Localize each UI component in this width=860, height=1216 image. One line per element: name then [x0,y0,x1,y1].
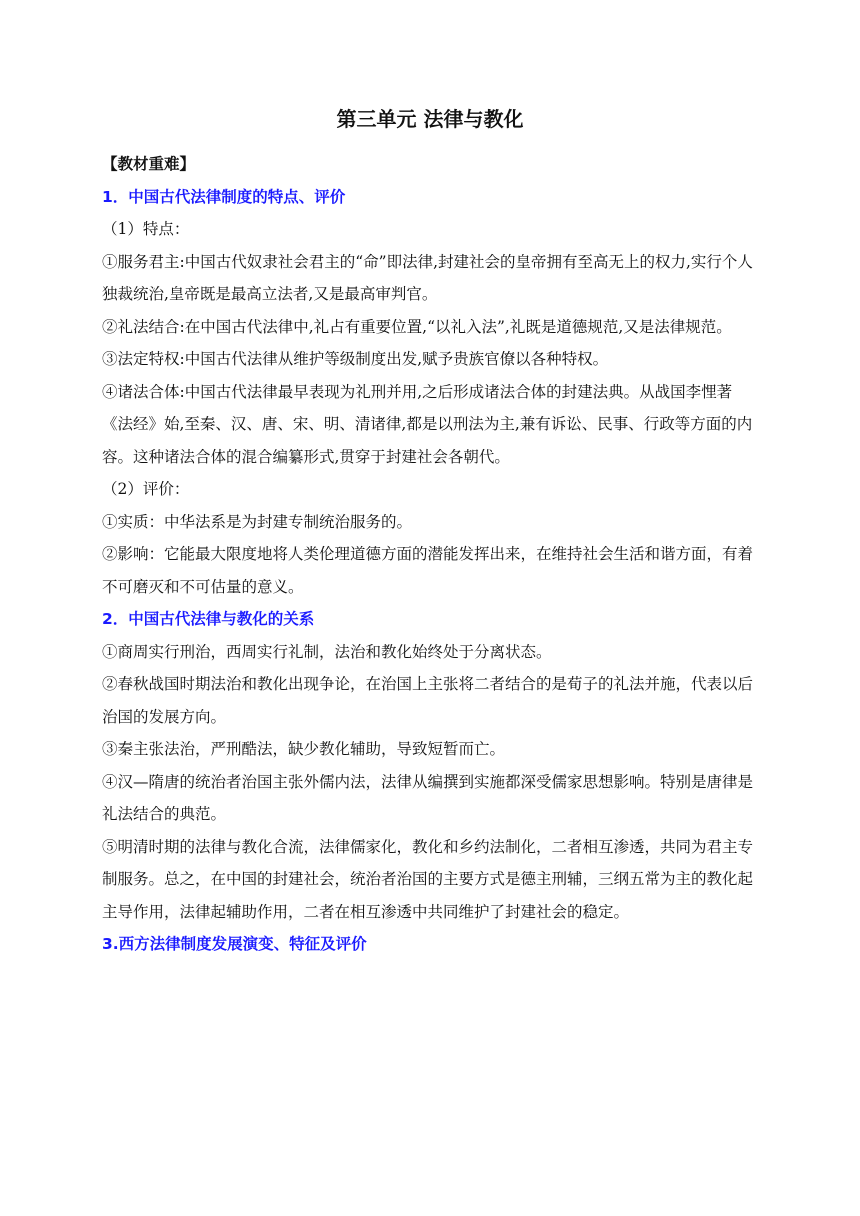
paragraph-ming-qing: ⑤明清时期的法律与教化合流，法律儒家化，教化和乡约法制化，二者相互渗透，共同为君主专制服务。总之，在中国的封建社会，统治者治国的主要方式是德主刑辅，三纲五常为主的教化起主导作用，法律起辅助作用，二者在相互渗透中共同维护了封建社会的稳定。 [102,837,754,921]
paragraph-han-tang: ④汉—隋唐的统治者治国主张外儒内法，法律从编撰到实施都深受儒家思想影响。特别是唐律是礼法结合的典范。 [102,772,754,823]
paragraph-combined-laws: ④诸法合体:中国古代法律最早表现为礼刑并用,之后形成诸法合体的封建法典。从战国李悝著《法经》始,至秦、汉、唐、宋、明、清诸律,都是以刑法为主,兼有诉讼、民事、行政等方面的内容。这种诸法合体的混合编纂形式,贯穿于封建社会各朝代。 [102,382,753,466]
heading-2: 2．中国古代法律与教化的关系 [102,610,315,628]
heading-1: 1．中国古代法律制度的特点、评价 [102,187,346,206]
page-title: 第三单元 法律与教化 [336,107,524,131]
paragraph-serve-monarch: ①服务君主:中国古代奴隶社会君主的“命”即法律,封建社会的皇帝拥有至高无上的权力,实行个人独裁统治,皇帝既是最高立法者,又是最高审判官。 [102,252,753,303]
heading-3: 3.西方法律制度发展演变、特征及评价 [102,935,367,953]
paragraph-spring-autumn: ②春秋战国时期法治和教化出现争论，在治国上主张将二者结合的是荀子的礼法并施，代表以后治国的发展方向。 [102,675,754,726]
subheading-features: （1）特点： [102,220,190,238]
paragraph-shang-zhou: ①商周实行刑治，西周实行礼制，法治和教化始终处于分离状态。 [102,642,552,661]
subheading-evaluation: （2）评价： [102,480,190,498]
paragraph-qin: ③秦主张法治，严刑酷法，缺少教化辅助，导致短暂而亡。 [102,740,506,758]
section-label: 【教材重难】 [102,155,196,173]
paragraph-influence: ②影响：它能最大限度地将人类伦理道德方面的潜能发挥出来，在维持社会生活和谐方面，有着不可磨灭和不可估量的意义。 [102,545,754,596]
paragraph-essence: ①实质：中华法系是为封建专制统治服务的。 [102,512,413,531]
paragraph-privilege: ③法定特权:中国古代法律从维护等级制度出发,赋予贵族官僚以各种特权。 [102,350,609,368]
document-content [102,104,758,961]
paragraph-rites-law: ②礼法结合:在中国古代法律中,礼占有重要位置,“以礼入法”,礼既是道德规范,又是法律规范。 [102,317,732,336]
